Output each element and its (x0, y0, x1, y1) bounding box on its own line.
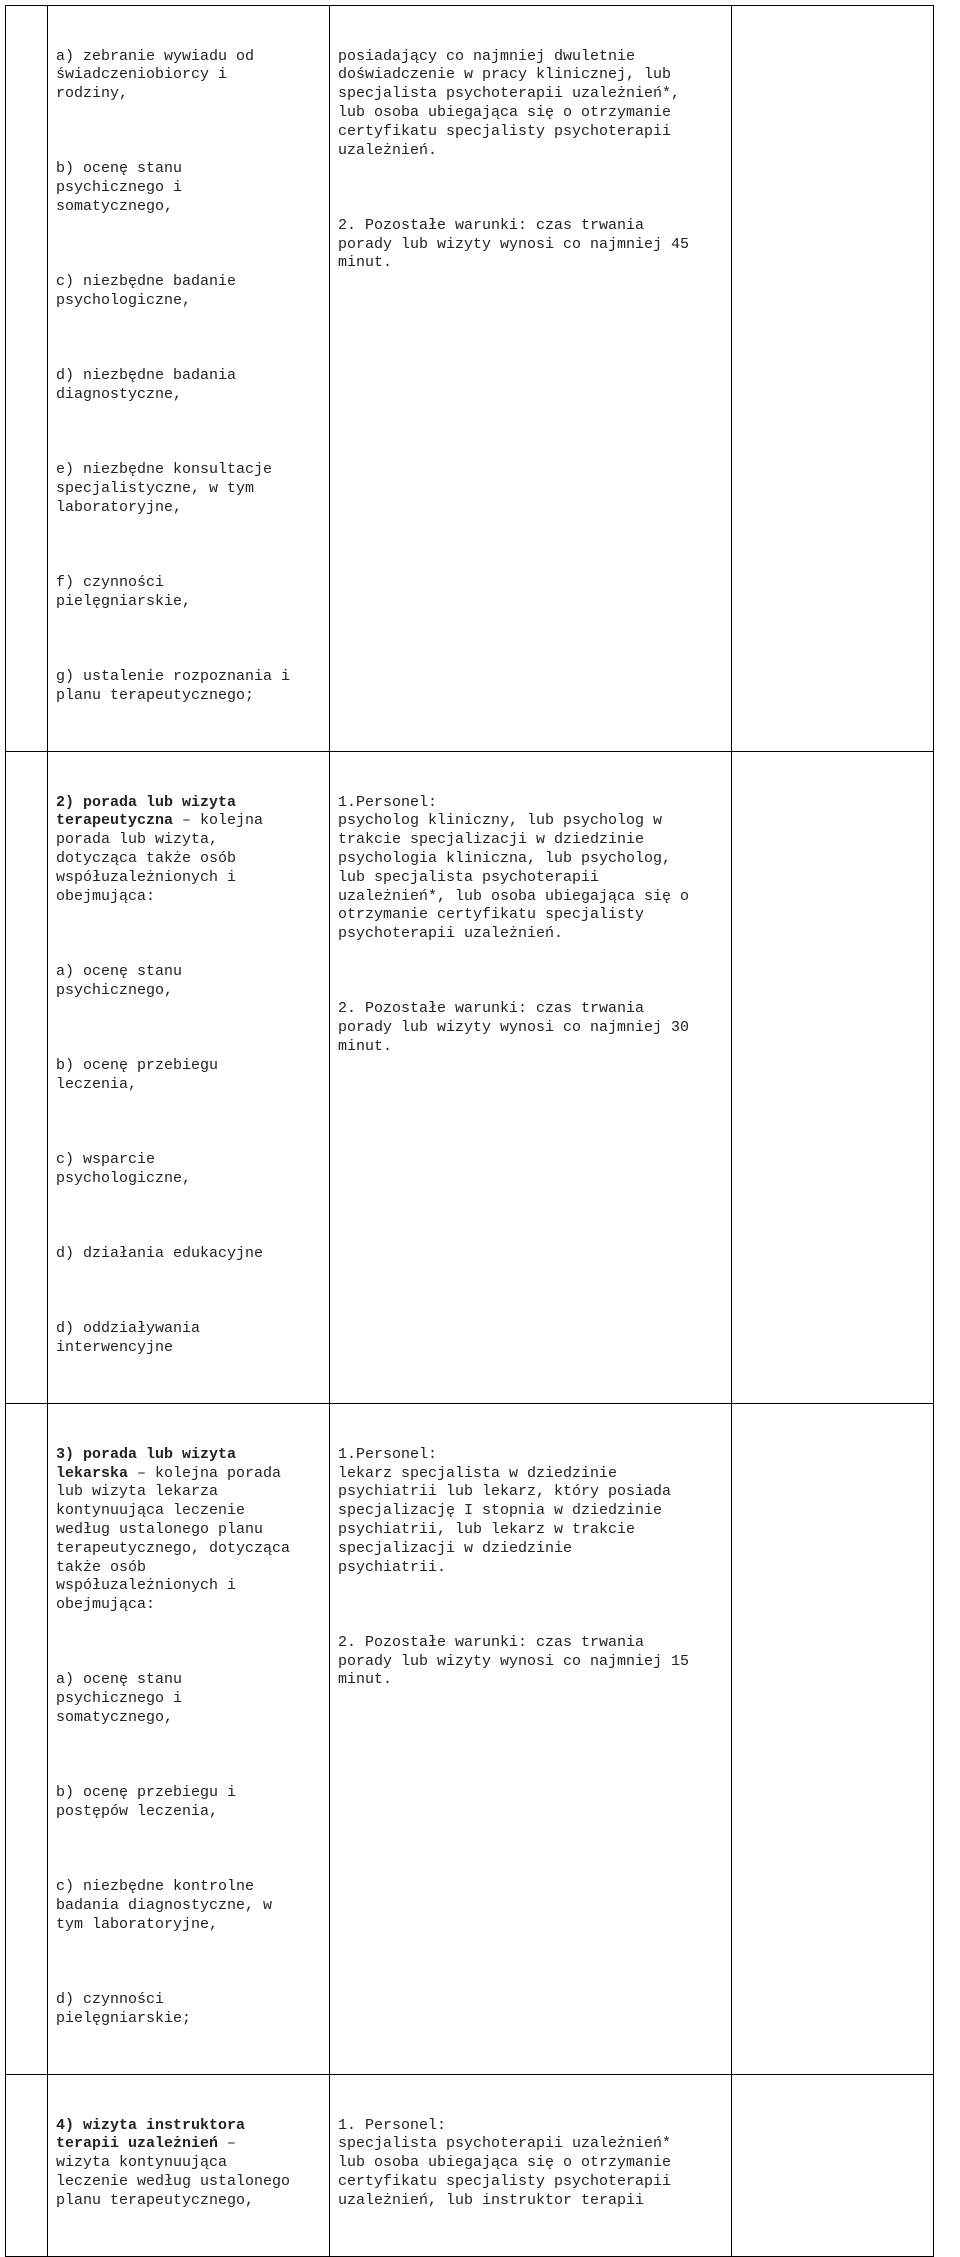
requirement-other: 2. Pozostałe warunki: czas trwania porady lub wizyty wynosi co najmniej 15 minut. (338, 1633, 690, 1689)
requirements-cell (330, 6, 732, 752)
extra-cell (732, 1404, 934, 2075)
requirement-staff: 1.Personel: lekarz specjalista w dziedzinie psychiatrii lub lekarz, który posiada specjalizację I stopnia w dziedzinie psychiatrii, lub lekarz w trakcie specjalizacji w dziedzinie psychiatrii. (338, 1445, 672, 1576)
table-row (6, 2075, 934, 2257)
number-cell (6, 2075, 48, 2257)
service-scope-cell (48, 2075, 330, 2257)
extra-cell (732, 6, 934, 752)
scope-item: d) czynności pielęgniarskie; (56, 1990, 192, 2027)
requirement-staff: posiadający co najmniej dwuletnie doświadczenie w pracy klinicznej, lub specjalista psychoterapii uzależnień*, lub osoba ubiegająca się o otrzymanie certyfikatu specjalisty psychoterapii uzależnień. (338, 47, 681, 159)
service-heading: 4) wizyta instruktora terapii uzależnień (56, 2116, 246, 2153)
requirement-other: 2. Pozostałe warunki: czas trwania porady lub wizyty wynosi co najmniej 45 minut. (338, 216, 690, 272)
scope-item: b) ocenę stanu psychicznego i somatycznego, (56, 160, 183, 215)
number-cell (6, 752, 48, 1404)
service-heading: 3) porada lub wizyta lekarska (56, 1445, 237, 1482)
scope-item: d) niezbędne badania diagnostyczne, (56, 367, 237, 403)
table-row (6, 1404, 934, 2075)
scope-item: b) ocenę przebiegu leczenia, (56, 1056, 219, 1093)
service-heading-rest: – wizyta kontynuująca leczenie według ustalonego planu terapeutycznego, (56, 2135, 291, 2209)
service-scope-cell (48, 6, 330, 752)
service-description (56, 794, 321, 907)
number-cell (6, 1404, 48, 2075)
service-description (56, 1446, 321, 1615)
scope-item: b) ocenę przebiegu i postępów leczenia, (56, 1784, 237, 1820)
scope-item: e) niezbędne konsultacje specjalistyczne, w tym laboratoryjne, (56, 461, 273, 516)
scope-item: f) czynności pielęgniarskie, (56, 573, 192, 610)
requirements-cell (330, 2075, 732, 2257)
service-scope-cell (48, 752, 330, 1404)
table-row (6, 6, 934, 752)
scope-item: a) ocenę stanu psychicznego i somatycznego, (56, 1671, 183, 1726)
service-heading: 2) porada lub wizyta terapeutyczna (56, 793, 237, 830)
scope-item: a) zebranie wywiadu od świadczeniobiorcy i rodziny, (56, 47, 255, 103)
scope-item: d) oddziaływania interwencyjne (56, 1319, 201, 1356)
service-heading-rest: – kolejna porada lub wizyta lekarza kontynuująca leczenie według ustalonego planu terapeutycznego, dotycząca także osób współuzależnionych i obejmująca: (56, 1464, 291, 1614)
number-cell (6, 6, 48, 752)
services-table (5, 5, 934, 2257)
requirement-staff: 1. Personel: specjalista psychoterapii uzależnień* lub osoba ubiegająca się o otrzymanie certyfikatu specjalisty psychoterapii uzależnień, lub instruktor terapii (338, 2116, 672, 2209)
requirement-other: 2. Pozostałe warunki: czas trwania porady lub wizyty wynosi co najmniej 30 minut. (338, 1000, 690, 1056)
requirement-staff: 1.Personel: psycholog kliniczny, lub psycholog w trakcie specjalizacji w dziedzinie psychologia kliniczna, lub psycholog, lub specjalista psychoterapii uzależnień*, lub osoba ubiegająca się o otrzymanie certyfikatu specjalisty psychoterapii uzależnień. (338, 793, 690, 943)
extra-cell (732, 752, 934, 1404)
extra-cell (732, 2075, 934, 2257)
service-heading-rest: – kolejna porada lub wizyta, dotycząca także osób współuzależnionych i obejmująca: (56, 812, 264, 905)
service-description (56, 2117, 321, 2211)
scope-item: g) ustalenie rozpoznania i planu terapeutycznego; (56, 667, 291, 704)
scope-item: c) niezbędne badanie psychologiczne, (56, 273, 237, 309)
service-scope-cell (48, 1404, 330, 2075)
scope-item: a) ocenę stanu psychicznego, (56, 962, 183, 999)
table-row (6, 752, 934, 1404)
scope-item: c) niezbędne kontrolne badania diagnostyczne, w tym laboratoryjne, (56, 1878, 273, 1933)
scope-item: c) wsparcie psychologiczne, (56, 1150, 192, 1187)
requirements-cell (330, 752, 732, 1404)
scope-item: d) działania edukacyjne (56, 1244, 264, 1262)
requirements-cell (330, 1404, 732, 2075)
